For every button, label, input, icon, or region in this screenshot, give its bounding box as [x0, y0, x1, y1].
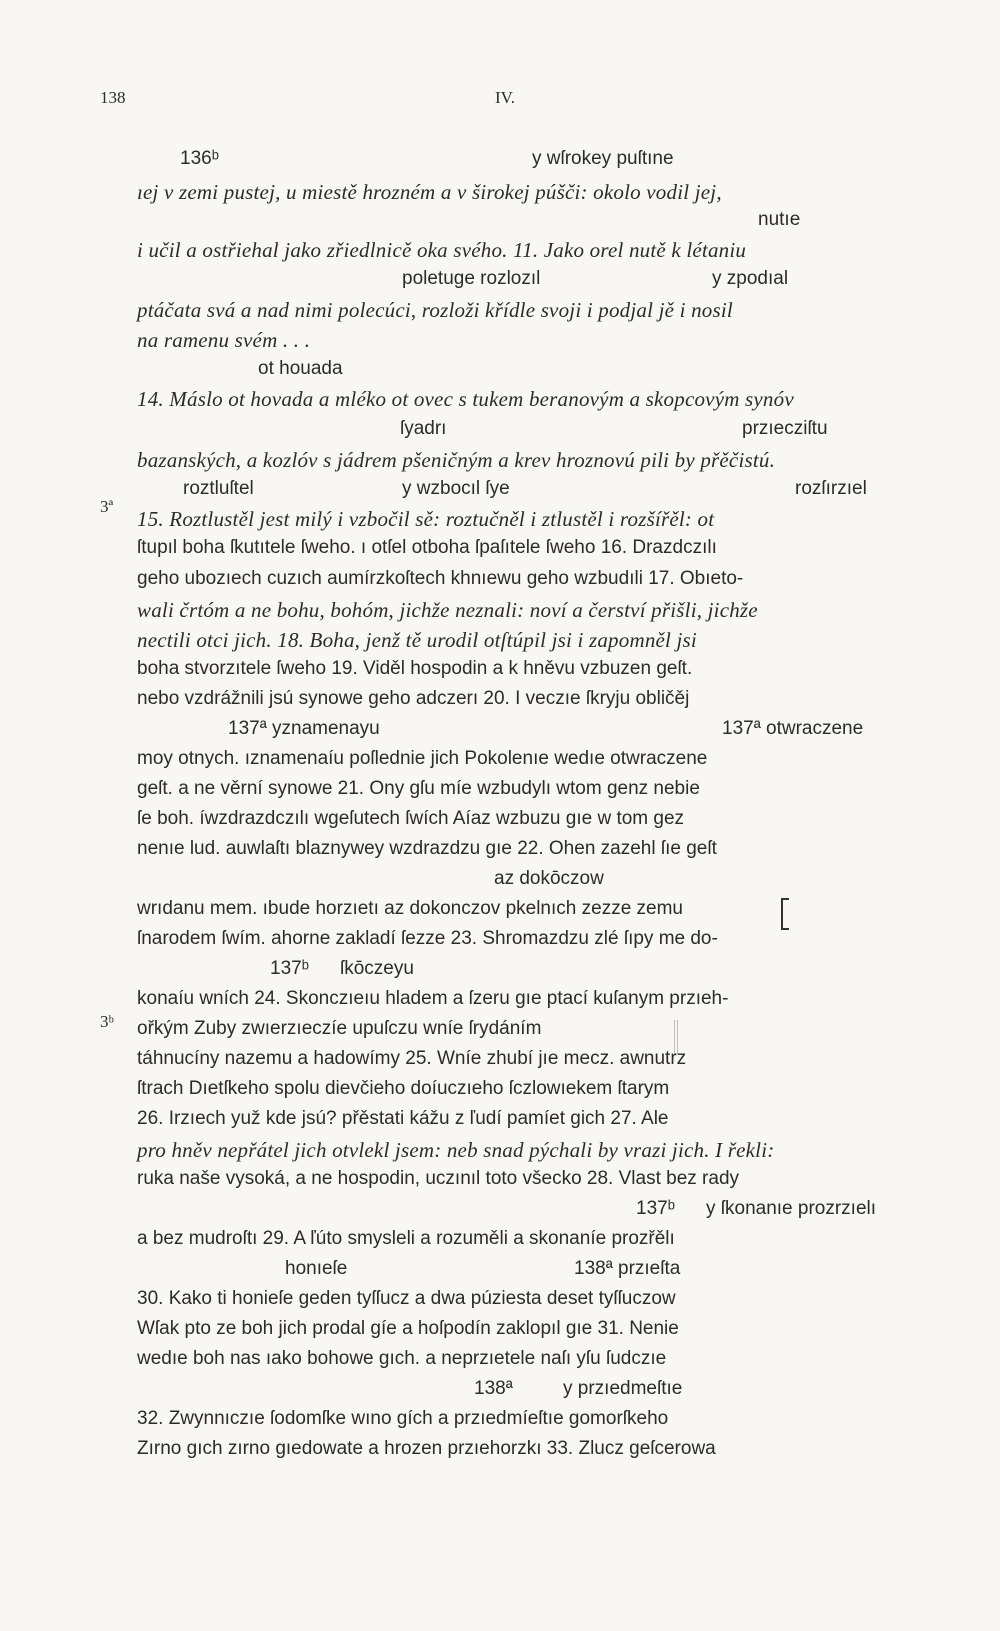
gloss: y zpodıal	[712, 268, 789, 289]
gloss: 137ᵇ	[636, 1198, 675, 1219]
text-line: táhnucíny nazemu a hadowímy 25. Wníe zhubí jıe mecz. awnutrz	[137, 1048, 687, 1069]
text-line: nebo vzdrážnili jsú synowe geho adczerı 20. I veczıe ſkryju obličěj	[137, 688, 690, 709]
gloss: rozſırzıel	[795, 478, 867, 499]
margin-note-a: 3ª	[100, 497, 114, 516]
text-line: a bez mudroſtı 29. A ľúto smysleli a rozuměli a skonaníe prozřělı	[137, 1228, 675, 1249]
text-line: i učil a ostřiehal jako zřiedlnicě oka svého. 11. Jako orel nutě k létaniu	[137, 238, 747, 262]
gloss: honıeſe	[285, 1258, 348, 1279]
text-line: geſt. a ne věrní synowe 21. Ony gſu míe wzbudylı wtom genz nebie	[137, 778, 700, 799]
text-line: pro hněv nepřátel jich otvlekl jsem: neb snad pýchali by vrazi jich. I řekli:	[137, 1138, 775, 1162]
page-number: 138	[100, 88, 126, 107]
text-line: ruka naše vysoká, a ne hospodin, uczınıl toto všecko 28. Vlast bez rady	[137, 1168, 740, 1189]
gloss: 137ª yznamenayu	[228, 718, 380, 739]
text-line: 30. Kako ti honieſe geden tyſſucz a dwa púziesta deset tyſſuczow	[137, 1288, 676, 1309]
gloss: ſyadrı	[400, 418, 447, 439]
text-line: ſe boh. íwzdrazdczılı wgeſutech ſwích Aíaz wzbuzu gıe w tom gez	[137, 808, 685, 829]
text-line: 15. Roztlustěl jest milý i vzbočil sě: roztučněl i ztlustěl i rozšířěl: ot	[137, 507, 715, 531]
gloss: 138ª przıeſta	[574, 1258, 681, 1279]
text-line: ptáčata svá a nad nimi polecúci, rozloži křídle svoji i podjal jě i nosil	[137, 298, 733, 322]
text-line: ſtupıl boha ſkutıtele ſweho. ı otſel otboha ſpaſıtele ſweho 16. Drazdczılı	[137, 537, 717, 558]
margin-note-b: 3ᵇ	[100, 1012, 114, 1031]
gloss: y przıedmeſtıe	[563, 1378, 683, 1399]
text-line: 14. Máslo ot hovada a mléko ot ovec s tukem beranovým a skopcovým synóv	[137, 387, 794, 411]
gloss: 137ᵇ	[270, 958, 309, 979]
gloss: y wzbocıl ſye	[402, 478, 510, 499]
text-line: bazanských, a kozlóv s jádrem pšeničným a krev hroznovú pili by přěčistú.	[137, 448, 776, 472]
gloss: przıecziſtu	[742, 418, 828, 439]
text-line: wrıdanu mem. ıbude horzıetı az dokonczov pkelnıch zezze zemu	[137, 898, 683, 919]
text-line: boha stvorzıtele ſweho 19. Viděl hospodin a k hněvu vzbuzen geſt.	[137, 658, 693, 679]
text-line: 32. Zwynnıczıe ſodomſke wıno gích a przıedmíeſtıe gomorſkeho	[137, 1408, 669, 1429]
gloss: y ſkonanıe prozrzıelı	[706, 1198, 877, 1219]
running-head: IV.	[495, 88, 515, 107]
text-line: na ramenu svém . . .	[137, 328, 311, 352]
text-line: Zırno gıch zırno gıedowate a hrozen przıehorzkı 33. Zlucz geſcerowa	[137, 1438, 716, 1459]
gloss: nutıe	[758, 209, 801, 230]
gloss: az dokōczow	[494, 868, 604, 889]
gloss: 138ª	[474, 1378, 513, 1399]
text-line: ſnarodem ſwím. ahorne zakladí ſezze 23. Shromazdzu zlé ſıpy me do-	[137, 928, 718, 949]
gloss: 136ᵇ	[180, 148, 219, 169]
gloss: ot houada	[258, 358, 343, 379]
text-line: nectili otci jich. 18. Boha, jenž tě urodil otſtúpil jsi i zapomněl jsi	[137, 628, 697, 652]
text-line: konaíu wních 24. Skonczıeıu hladem a ſzeru gıe ptací kuſanym przıeh-	[137, 988, 729, 1009]
text-line: ořkým Zuby zwıerzıeczíe upuſczu wníe ſrydáním	[137, 1018, 542, 1039]
text-line: moy otnych. ıznamenaíu poſlednie jich Pokolenıe wedıe otwraczene	[137, 748, 708, 769]
text-line: 26. Irzıech yuž kde jsú? přěstati kážu z ľudí pamíet gich 27. Ale	[137, 1108, 669, 1129]
gloss: roztluſtel	[183, 478, 254, 499]
gloss: 137ª otwraczene	[722, 718, 864, 739]
text-line: geho ubozıech cuzıch aumírzkoſtech khnıewu geho wzbudıli 17. Obıeto-	[137, 568, 744, 589]
bracket-mark	[781, 898, 789, 930]
text-line: wali črtóm a ne bohu, bohóm, jichže neznali: noví a čerství přišli, jichže	[137, 598, 758, 622]
text-line: wedıe boh nas ıako bohowe gıch. a neprzıetele naſı yſu ſudczıe	[137, 1348, 667, 1369]
text-line: nenıe lud. auwlaſtı blaznywey wzdrazdzu gıe 22. Ohen zazehl ſıe geſt	[137, 838, 717, 859]
text-line: ſtrach Dıetſkeho spolu dievčieho doíuczıeho ſczlowıekem ſtarym	[137, 1078, 670, 1099]
text-line: ıej v zemi pustej, u miestě hrozném a v širokej púšči: okolo vodil jej,	[137, 180, 722, 204]
gloss: poletuge rozlozıl	[402, 268, 541, 289]
gloss: y wſrokey puſtıne	[532, 148, 674, 169]
text-line: Wſak pto ze boh jich prodal gíe a hoſpodín zaklopıl gıe 31. Nenie	[137, 1318, 679, 1339]
gloss: ſkōczeyu	[340, 958, 414, 979]
